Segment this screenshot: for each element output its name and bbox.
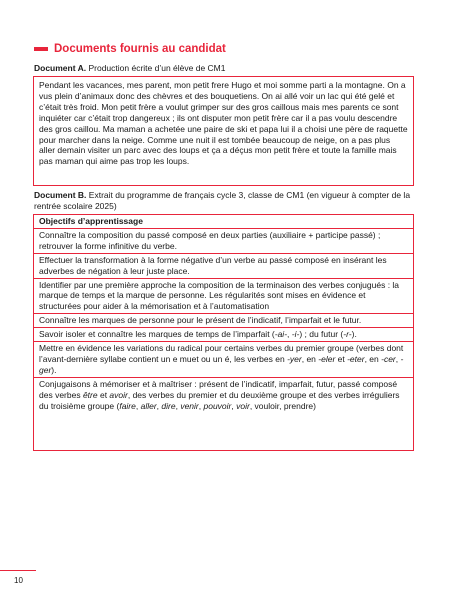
heading-marker bbox=[34, 47, 48, 51]
objectives-table bbox=[33, 214, 414, 451]
row-emphasis: venir bbox=[180, 400, 199, 411]
row-text: , bbox=[198, 400, 204, 411]
table-row bbox=[34, 342, 413, 378]
section-heading bbox=[34, 43, 226, 55]
table-row: Identifier par une première approche la composition de la terminaison des verbes conjugués : la marque de temps et la marque de personne. Les régularités sont mises en évidence et structurées pour aider à la mémorisation et à l’automatisation bbox=[34, 279, 413, 315]
row-text: , en bbox=[364, 353, 382, 364]
row-text: , vouloir, prendre) bbox=[249, 400, 316, 411]
document-a-caption: Production écrite d’un élève de CM1 bbox=[86, 63, 226, 73]
table-row: Effectuer la transformation à la forme négative d’un verbe au passé composé en insérant les adverbes de négation à leur juste place. bbox=[34, 254, 413, 279]
document-b-label bbox=[34, 190, 419, 212]
document-a-label bbox=[34, 63, 419, 74]
row-emphasis: aller bbox=[140, 400, 157, 411]
row-emphasis: -eler bbox=[318, 353, 336, 364]
document-a-tag: Document A. bbox=[34, 63, 87, 73]
document-b-caption: Extrait du programme de français cycle 3, classe de CM1 (en vigueur à compter de la rentrée scolaire 2025) bbox=[34, 190, 411, 211]
row-text: ) ; du futur ( bbox=[299, 329, 344, 340]
row-emphasis: -ai- bbox=[274, 329, 288, 340]
row-emphasis: -cer bbox=[381, 353, 396, 364]
row-emphasis: -ger bbox=[39, 353, 404, 375]
row-text: ). bbox=[351, 329, 357, 340]
document-a-box bbox=[33, 76, 414, 186]
row-text: , bbox=[175, 400, 181, 411]
row-emphasis: -eter bbox=[347, 353, 365, 364]
row-emphasis: -r- bbox=[343, 329, 352, 340]
row-emphasis: être bbox=[82, 389, 98, 400]
row-text: , bbox=[395, 353, 401, 364]
student-text: Pendant les vacances, mes parent, mon petit frere Hugo et moi somme parti a la montagne. On a vus plein d’animaux donc des chèvres et des bouquetiens. On ai allé voir un lac qui été gelé et c’était très froid. Mon petit frère a voulut grimper sur des gros caillous mais mes parents ce sont inquiéter car c’était trop dangereux ; ils ont disputer mon petit frère car il a pas voulu descendre des gros caillou. Ma maman a achetée une paire de ski et papa lui il a choisi une père de raquette pour marcher dans la neige. Comme une nuit il est tombée beaucoup de neige, on a pas plus aller demain visiter un parc avec des loups et ça a déçus mon petit frère et toute la famille mais pas maman qui aime pas trop les loups. bbox=[39, 80, 408, 167]
row-text: , bbox=[287, 329, 292, 340]
table-header: Objectifs d’apprentissage bbox=[34, 215, 413, 229]
table-row bbox=[34, 378, 413, 413]
section-title: Documents fournis au candidat bbox=[54, 43, 226, 55]
row-emphasis: -yer bbox=[287, 353, 302, 364]
row-text: Mettre en évidence les variations du radical pour certains verbes du premier groupe (verbes dont l’avant-dernière syllabe contient un e muet ou un é, les verbes en bbox=[39, 343, 404, 364]
row-text: Savoir isoler et connaître les marques de temps de l’imparfait ( bbox=[39, 329, 275, 340]
document-b-tag: Document B. bbox=[34, 190, 87, 200]
row-emphasis: -i- bbox=[291, 329, 300, 340]
row-emphasis: dire bbox=[161, 400, 176, 411]
row-text: et bbox=[97, 389, 110, 400]
row-text: ). bbox=[51, 364, 57, 375]
row-emphasis: avoir bbox=[109, 389, 128, 400]
table-row: Connaître la composition du passé composé en deux parties (auxiliaire + participe passé) ; retrouver la forme infinitive du verbe. bbox=[34, 229, 413, 254]
row-emphasis: pouvoir bbox=[203, 400, 232, 411]
row-text: , en bbox=[301, 353, 319, 364]
row-text: Conjugaisons à mémoriser et à maîtriser : présent de l’indicatif, imparfait, futur, passé composé des verbes bbox=[39, 378, 398, 400]
table-row bbox=[34, 328, 413, 342]
row-emphasis: faire bbox=[119, 400, 136, 411]
row-text: et bbox=[335, 353, 348, 364]
table-row: Connaître les marques de personne pour le présent de l’indicatif, l’imparfait et le futur. bbox=[34, 314, 413, 328]
page-number-rule bbox=[0, 570, 36, 571]
row-text: , des verbes du premier et du deuxième groupe et des verbes irréguliers du troisième groupe ( bbox=[39, 389, 400, 411]
row-text: , bbox=[156, 400, 162, 411]
page-number: 10 bbox=[14, 576, 23, 585]
row-emphasis: voir bbox=[236, 400, 250, 411]
row-text: , bbox=[231, 400, 237, 411]
row-text: , bbox=[135, 400, 141, 411]
